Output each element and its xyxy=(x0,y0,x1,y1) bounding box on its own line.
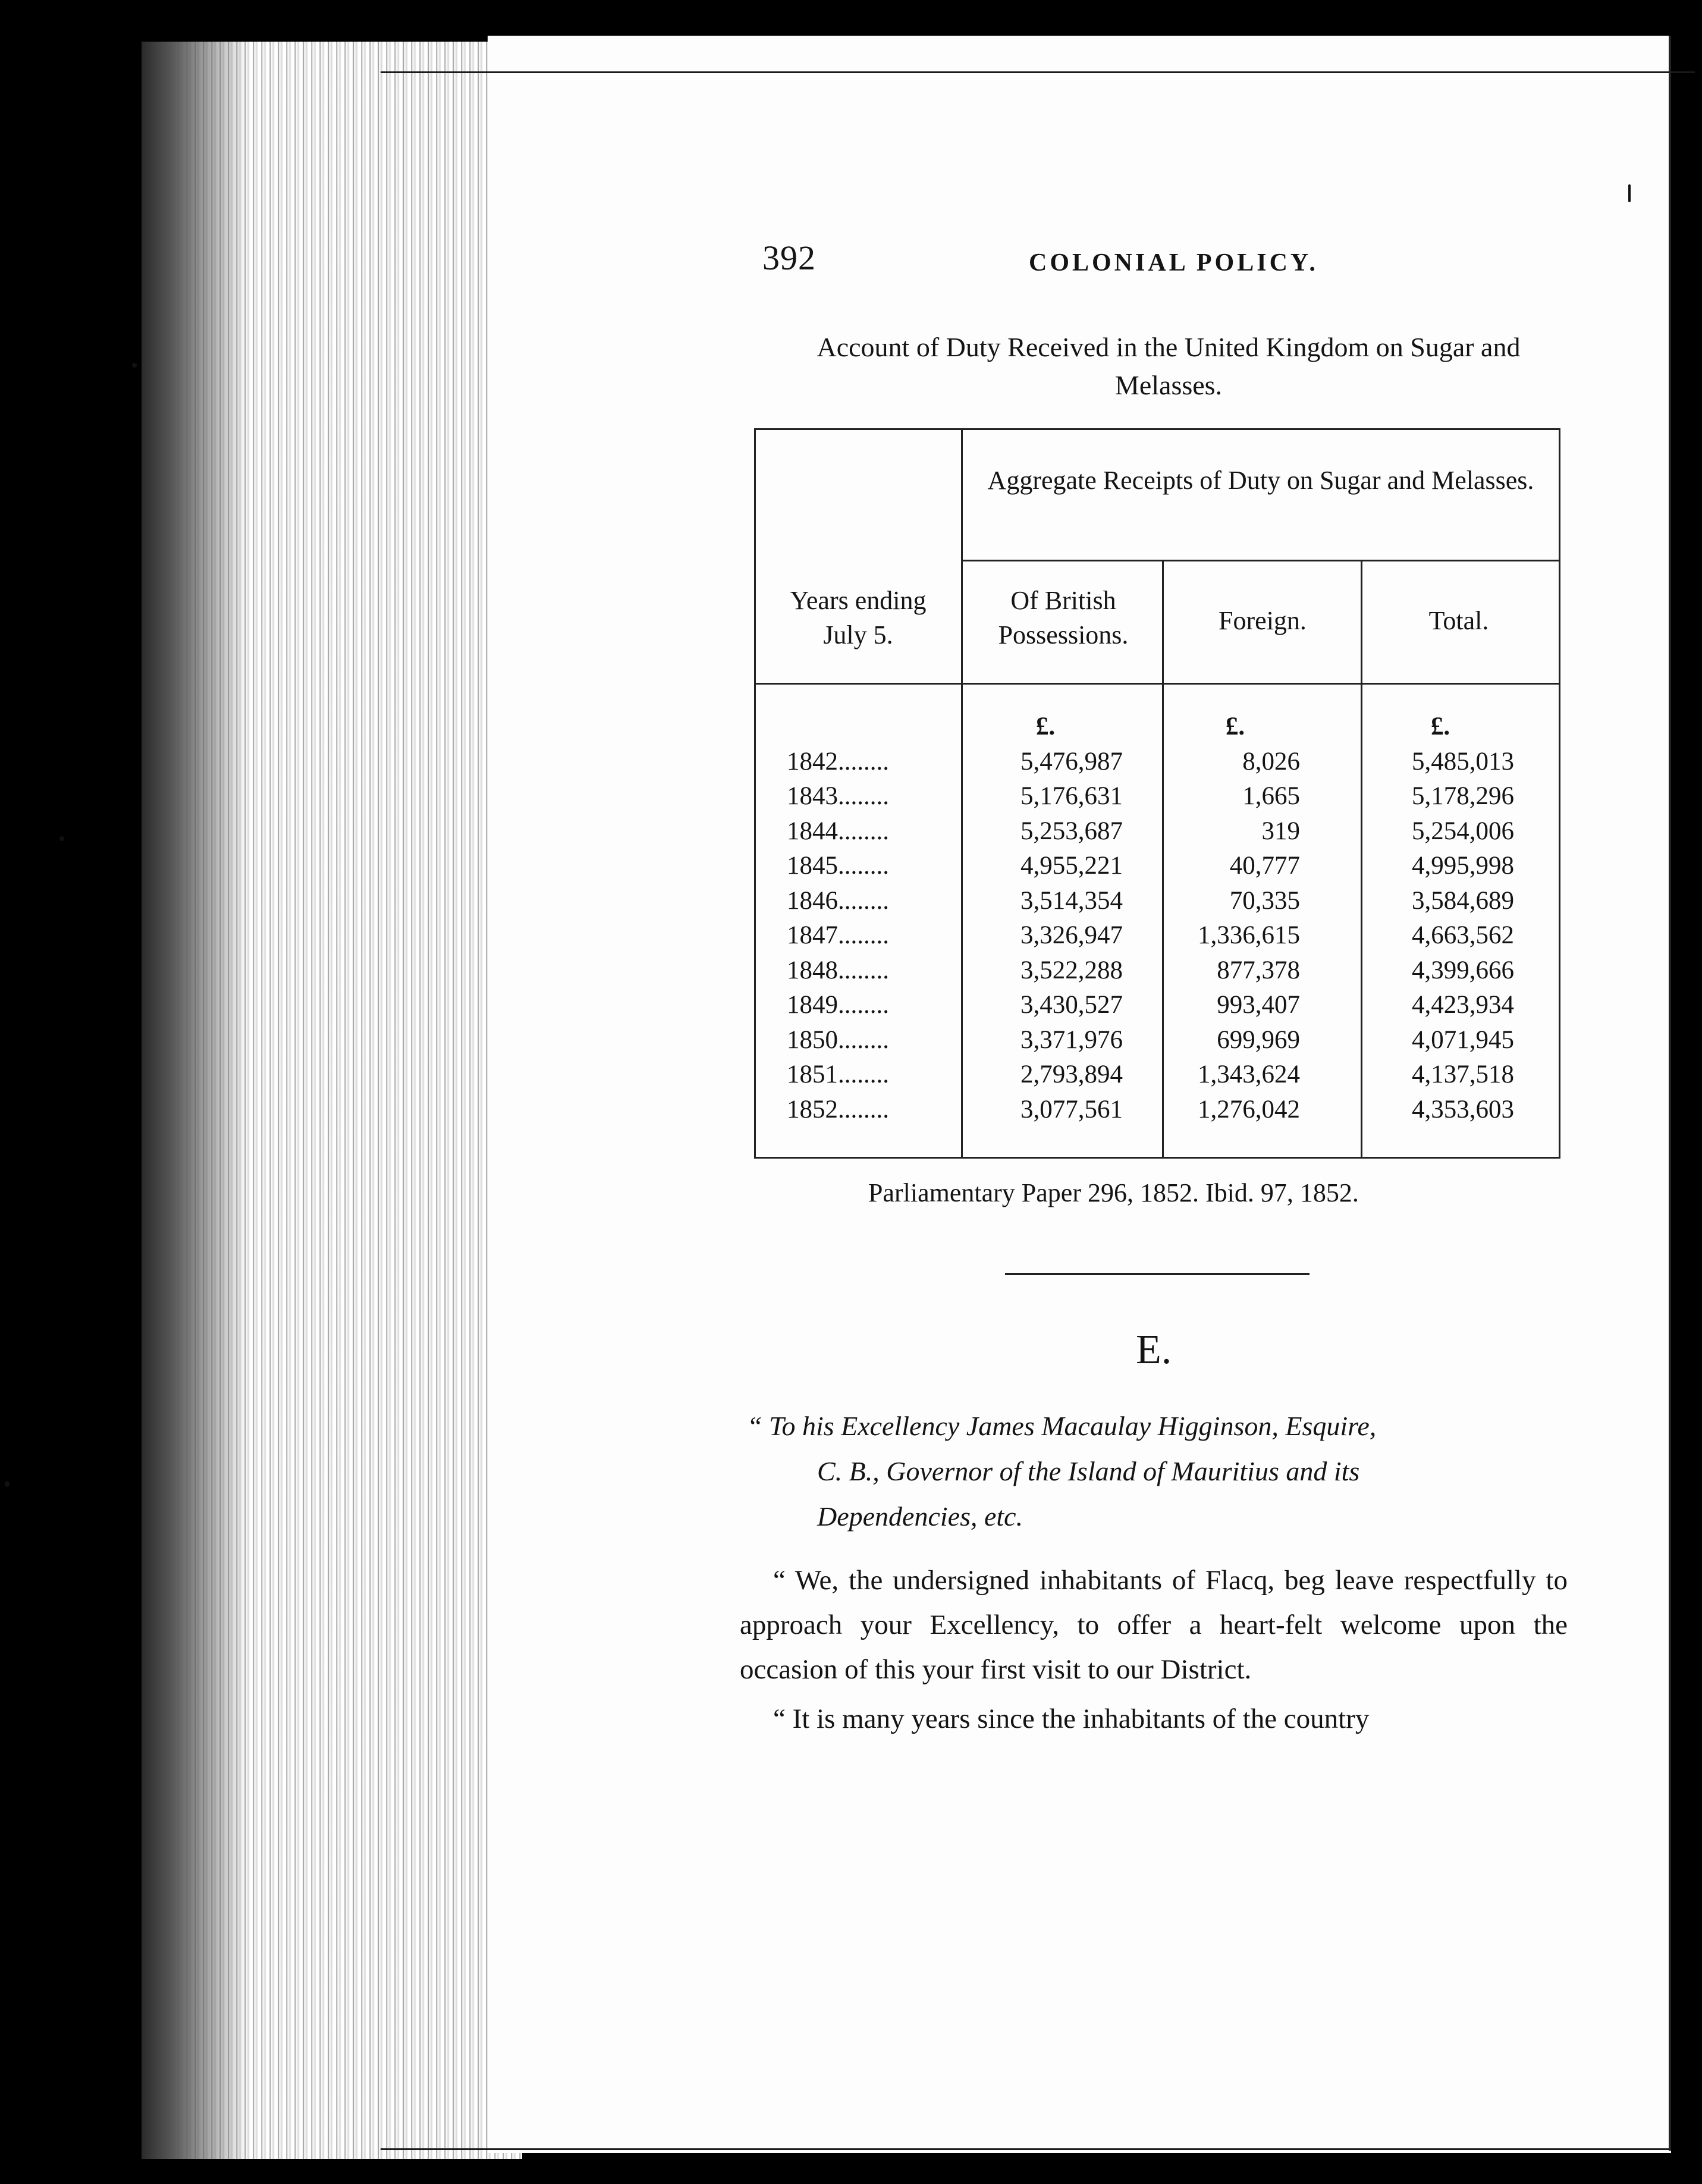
table-caption: Account of Duty Received in the United Kingdom on Sugar and Melasses. xyxy=(817,332,1521,400)
total-cell: 4,663,562 xyxy=(1412,921,1514,949)
year-value: 1845 xyxy=(787,852,838,880)
year-cell xyxy=(787,988,941,1023)
scan-speck xyxy=(59,836,64,841)
unit-label: £. xyxy=(1035,713,1056,740)
table-border-right xyxy=(1559,430,1560,1157)
page-bottom-edge xyxy=(381,2148,1671,2150)
table-rule xyxy=(754,683,1560,685)
total-cell: 4,423,934 xyxy=(1412,991,1514,1019)
year-cell xyxy=(787,1093,941,1128)
year-value: 1850 xyxy=(787,1025,838,1054)
year-value: 1849 xyxy=(787,991,838,1019)
section-divider xyxy=(1005,1273,1310,1275)
year-value: 1852 xyxy=(787,1095,838,1124)
column-total xyxy=(1367,710,1514,1127)
british-cell: 3,326,947 xyxy=(1020,921,1123,949)
british-cell: 4,955,221 xyxy=(1020,852,1123,880)
page-right-edge xyxy=(1669,36,1671,2151)
year-value: 1848 xyxy=(787,956,838,984)
table-rule xyxy=(961,560,1560,561)
year-value: 1847 xyxy=(787,921,838,949)
source-note: Parliamentary Paper 296, 1852. Ibid. 97, 1852. xyxy=(868,1178,1359,1207)
running-head: COLONIAL POLICY. xyxy=(1029,249,1318,277)
year-cell xyxy=(787,953,941,989)
col-header-british: Of British Possessions. xyxy=(998,586,1129,649)
total-cell: 4,995,998 xyxy=(1412,852,1514,880)
column-british xyxy=(968,710,1123,1127)
total-cell: 4,399,666 xyxy=(1412,956,1514,984)
british-cell: 2,793,894 xyxy=(1020,1060,1123,1088)
dot-leader: ........ xyxy=(838,817,889,845)
body-text xyxy=(740,1558,1568,1741)
british-cell: 3,371,976 xyxy=(1020,1025,1123,1054)
address-line: “ To his Excellency James Macaulay Higginson, Esquire, xyxy=(747,1411,1377,1441)
year-value: 1851 xyxy=(787,1060,838,1088)
total-cell: 4,071,945 xyxy=(1412,1025,1514,1054)
dot-leader: ........ xyxy=(838,852,889,880)
dot-leader: ........ xyxy=(838,1025,889,1054)
british-cell: 3,077,561 xyxy=(1020,1095,1123,1124)
duty-table xyxy=(754,428,1560,1159)
page-top-edge xyxy=(381,71,1695,73)
column-foreign xyxy=(1170,710,1300,1127)
total-cell: 4,353,603 xyxy=(1412,1095,1514,1124)
unit-label: £. xyxy=(1225,713,1245,740)
british-cell: 5,253,687 xyxy=(1020,817,1123,845)
foreign-cell: 1,276,042 xyxy=(1198,1095,1300,1124)
address-line: C. B., Governor of the Island of Mauritius and its xyxy=(817,1456,1360,1486)
year-value: 1846 xyxy=(787,886,838,915)
foreign-cell: 70,335 xyxy=(1229,886,1300,915)
foreign-cell: 319 xyxy=(1261,817,1300,845)
paragraph: “ It is many years since the inhabitants of the country xyxy=(773,1703,1370,1734)
dot-leader: ........ xyxy=(838,1095,889,1124)
dot-leader: ........ xyxy=(838,886,889,915)
page-number: 392 xyxy=(762,239,816,277)
total-cell: 3,584,689 xyxy=(1412,886,1514,915)
foreign-cell: 699,969 xyxy=(1217,1025,1300,1054)
dot-leader: ........ xyxy=(838,991,889,1019)
unit-label: £. xyxy=(1430,713,1450,740)
address-line: Dependencies, etc. xyxy=(817,1501,1023,1532)
dot-leader: ........ xyxy=(838,921,889,949)
year-cell xyxy=(787,779,941,814)
year-cell xyxy=(787,745,941,780)
table-border-left xyxy=(754,430,756,1157)
scan-speck xyxy=(1628,184,1631,202)
year-value: 1843 xyxy=(787,782,838,810)
total-cell: 5,254,006 xyxy=(1412,817,1514,845)
total-cell: 5,178,296 xyxy=(1412,782,1514,810)
year-cell xyxy=(787,1058,941,1093)
dot-leader: ........ xyxy=(838,782,889,810)
table-divider xyxy=(1162,560,1164,1157)
foreign-cell: 1,665 xyxy=(1242,782,1300,810)
british-cell: 3,514,354 xyxy=(1020,886,1123,915)
dot-leader: ........ xyxy=(838,747,889,776)
foreign-cell: 1,343,624 xyxy=(1198,1060,1300,1088)
british-cell: 3,522,288 xyxy=(1020,956,1123,984)
british-cell: 5,476,987 xyxy=(1020,747,1123,776)
table-divider xyxy=(1361,560,1362,1157)
year-cell xyxy=(787,814,941,849)
foreign-cell: 1,336,615 xyxy=(1198,921,1300,949)
section-heading: E. xyxy=(1136,1327,1172,1373)
year-cell xyxy=(787,884,941,919)
year-cell xyxy=(787,918,941,953)
british-cell: 5,176,631 xyxy=(1020,782,1123,810)
british-cell: 3,430,527 xyxy=(1020,991,1123,1019)
table-divider xyxy=(961,430,963,1157)
foreign-cell: 877,378 xyxy=(1217,956,1300,984)
foreign-cell: 8,026 xyxy=(1242,747,1300,776)
col-header-foreign: Foreign. xyxy=(1219,606,1307,635)
year-cell xyxy=(787,1023,941,1058)
dot-leader: ........ xyxy=(838,956,889,984)
year-value: 1844 xyxy=(787,817,838,845)
paragraph: “ We, the undersigned inhabitants of Flacq, beg leave respectfully to approach your Excellency, to offer a heart-felt welcome upon the occasion of this your first visit to our District. xyxy=(740,1565,1568,1685)
foreign-cell: 993,407 xyxy=(1217,991,1300,1019)
book-spine-shadow xyxy=(142,42,249,2159)
year-value: 1842 xyxy=(787,747,838,776)
total-cell: 5,485,013 xyxy=(1412,747,1514,776)
group-header: Aggregate Receipts of Duty on Sugar and Melasses. xyxy=(987,466,1534,495)
year-cell xyxy=(787,849,941,884)
col-header-years: Years ending July 5. xyxy=(790,586,927,649)
dot-leader: ........ xyxy=(838,1060,889,1088)
col-header-total: Total. xyxy=(1428,606,1489,635)
scan-speck xyxy=(5,1481,10,1487)
foreign-cell: 40,777 xyxy=(1229,852,1300,880)
total-cell: 4,137,518 xyxy=(1412,1060,1514,1088)
column-years xyxy=(787,710,941,1127)
address-block xyxy=(747,1404,1568,1539)
scan-speck xyxy=(132,363,137,368)
